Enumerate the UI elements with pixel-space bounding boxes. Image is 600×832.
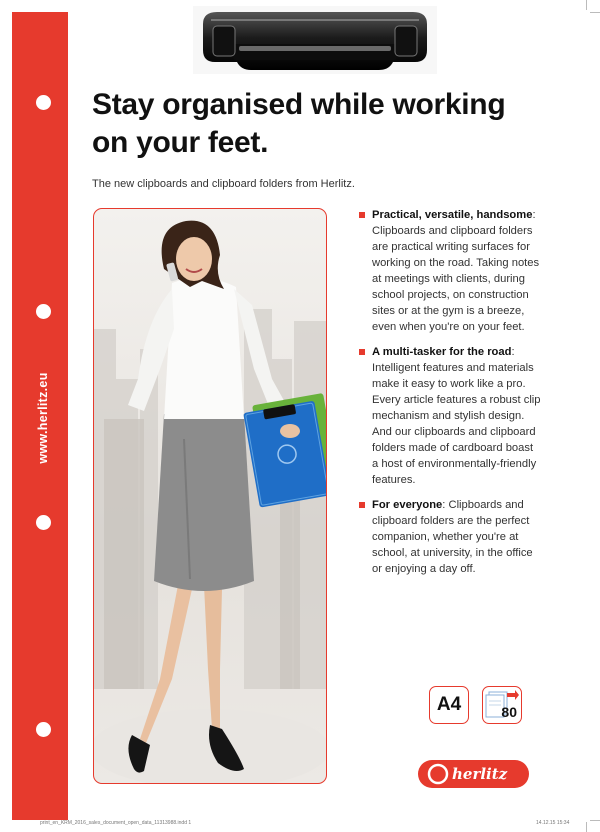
feature-title: For everyone	[372, 499, 443, 511]
bullet-square-icon	[359, 349, 365, 355]
herlitz-logo-icon[interactable]	[418, 760, 529, 788]
headline-line-2: on your feet.	[92, 126, 269, 159]
feature-item: Practical, versatile, handsome: Clipboards and clipboard folders are practical writing surfaces for working on the road. Taking notes at meetings with clients, during school projects, on construction sites or at the gym is a breeze, even when you're on your feet.	[359, 207, 547, 335]
sheets-badge	[482, 686, 522, 724]
subtitle: The new clipboards and clipboard folders from Herlitz.	[92, 178, 355, 190]
print-slug: print_en_KRM_2016_sales_document_open_data_11313988.indd 1	[40, 820, 192, 826]
punch-hole	[36, 95, 51, 110]
feature-list	[359, 207, 547, 586]
feature-title: Practical, versatile, handsome	[372, 209, 533, 221]
website-url[interactable]: www.herlitz.eu	[36, 372, 50, 464]
bullet-square-icon	[359, 212, 365, 218]
punch-hole	[36, 515, 51, 530]
feature-item: For everyone: Clipboards and clipboard folders are the perfect companion, whether you're at school, at university, in the office or enjoying a day off.	[359, 497, 547, 577]
punch-hole	[36, 722, 51, 737]
product-photo	[93, 208, 327, 784]
feature-item: A multi-tasker for the road: Intelligent features and materials make it easy to work like a pro. Every article features a robust clip mechanism and stylish design. And our clipboards and clipboard folders made of cardboard boast a host of environmentally-friendly features.	[359, 344, 547, 488]
feature-title: A multi-tasker for the road	[372, 346, 512, 358]
punch-hole	[36, 304, 51, 319]
logo-wordmark: herlitz	[452, 765, 508, 783]
bullet-square-icon	[359, 502, 365, 508]
headline-line-1: Stay organised while working	[92, 88, 506, 121]
sheet-count: 80	[501, 704, 517, 720]
print-timestamp: 14.12.15 15:34	[536, 820, 570, 826]
format-badge: A4	[429, 686, 469, 724]
page-headline	[92, 86, 512, 162]
clipboard-clip-icon	[193, 6, 437, 79]
logo-emblem-icon	[424, 760, 454, 788]
